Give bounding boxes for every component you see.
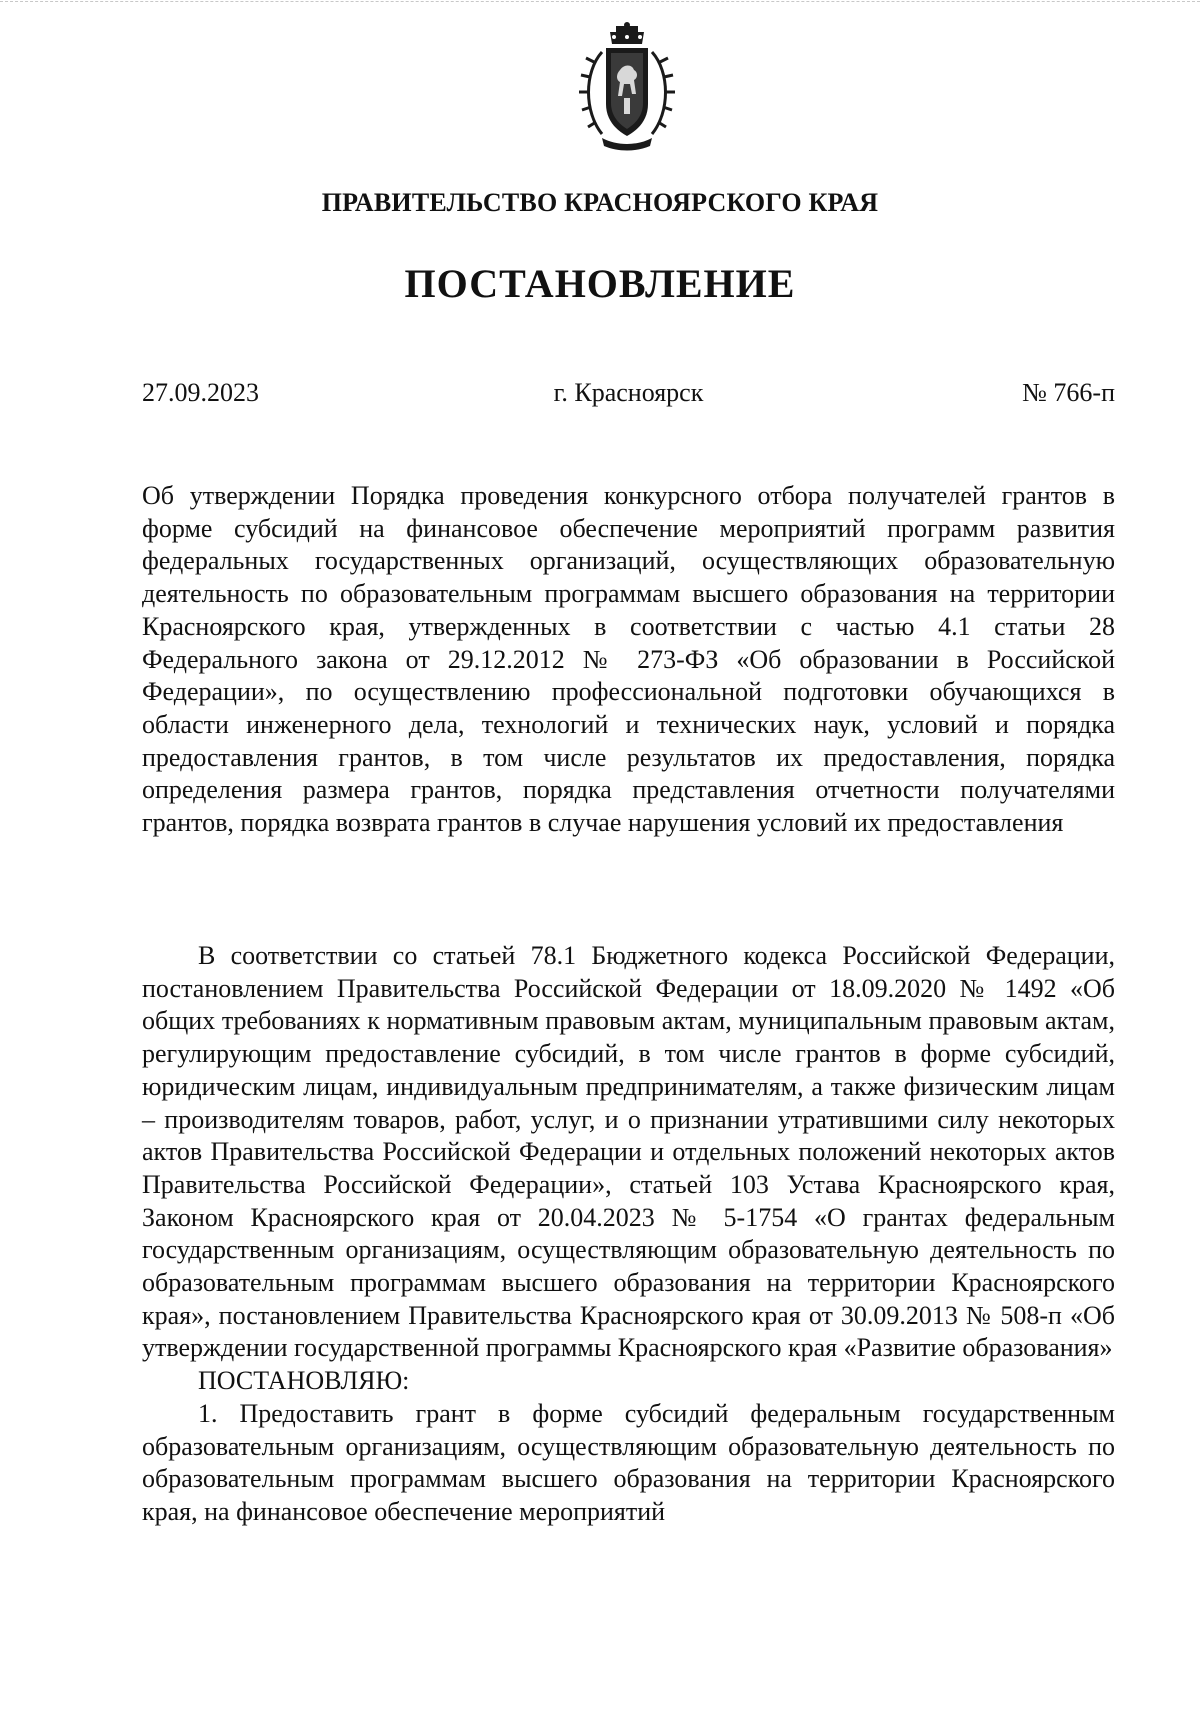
scan-edge (0, 1, 1200, 2)
document-subject: Об утверждении Порядка проведения конкурсного отбора получателей грантов в форме субсидий на финансовое обеспечение мероприятий программ развития федеральных государственных организаций, осуществляющих образовательную деятельность по образовательным программам высшего образования на территории Красноярского края, утвержденных в соответствии с частью 4.1 статьи 28 Федерального закона от 29.12.2012 № 273-ФЗ «Об образовании в Российской Федерации», по осуществлению профессиональной подготовки обучающихся в области инженерного дела, технологий и технических наук, условий и порядка предоставления грантов, в том числе результатов их предоставления, порядка определения размера грантов, порядка представления отчетности получателями грантов, порядка возврата грантов в случае нарушения условий их предоставления (142, 481, 1115, 838)
document-type: ПОСТАНОВЛЕНИЕ (404, 261, 796, 306)
decree-word: ПОСТАНОВЛЯЮ: (198, 1366, 410, 1396)
krasnoyarsk-coat-of-arms-icon (572, 22, 682, 152)
organization-title: ПРАВИТЕЛЬСТВО КРАСНОЯРСКОГО КРАЯ (321, 188, 879, 217)
preamble-paragraph: В соответствии со статьей 78.1 Бюджетного кодекса Российской Федерации, постановлением Правительства Российской Федерации от 18.09.2020 № 1492 «Об общих требованиях к нормативным правовым актам, муниципальным правовым актам, регулирующим предоставление субсидий, в том числе грантов в форме субсидий, юридическим лицам, индивидуальным предпринимателям, а также физическим лицам – производителям товаров, работ, услуг, и о признании утратившими силу некоторых актов Правительства Российской Федерации и отдельных положений некоторых актов Правительства Российской Федерации», статьей 103 Устава Красноярского края, Законом Красноярского края от 20.04.2023 № 5-1754 «О грантах федеральным государственным организациям, осуществляющим образовательную деятельность по образовательным программам высшего образования на территории Красноярского края», постановлением Правительства Красноярского края от 30.09.2013 № 508-п «Об утверждении государственной программы Красноярского края «Развитие образования» (142, 941, 1115, 1363)
document-date: 27.09.2023 (142, 378, 259, 407)
document-body (142, 940, 1115, 1529)
document-city: г. Красноярск (553, 378, 704, 407)
item-1-paragraph: 1. Предоставить грант в форме субсидий федеральным государственным образовательным организациям, осуществляющим образовательную деятельность по образовательным программам высшего образования на территории Красноярского края, на финансовое обеспечение мероприятий (142, 1398, 1115, 1526)
document-number: № 766-п (1022, 378, 1115, 407)
